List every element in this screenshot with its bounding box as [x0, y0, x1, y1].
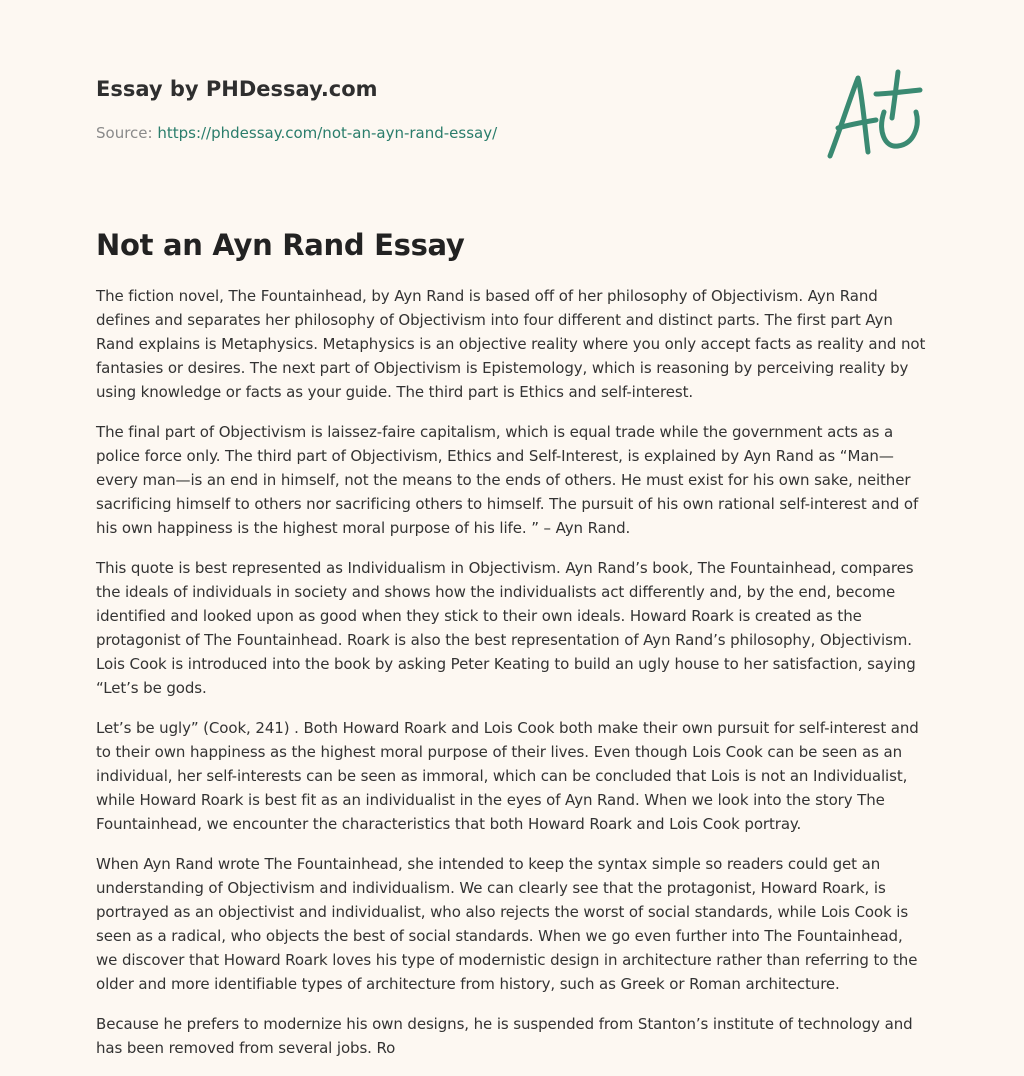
source-line [96, 122, 497, 144]
essay-paragraph: The fiction novel, The Fountainhead, by Ayn Rand is based off of her philosophy of Objectivism. Ayn Rand defines and separates her philosophy of Objectivism into four different and distinct parts. The first part Ayn Rand explains is Metaphysics. Metaphysics is an objective reality where you only accept facts as reality and not fantasies or desires. The next part of Objectivism is Epistemology, which is reasoning by perceiving reality by using knowledge or facts as your guide. The third part is Ethics and self-interest. [96, 287, 926, 401]
essay-paragraph: This quote is best represented as Individualism in Objectivism. Ayn Rand’s book, The Fountainhead, compares the ideals of individuals in society and shows how the individualists act differently and, by the end, become identified and looked upon as good when they stick to their own ideals. Howard Roark is created as the protagonist of The Fountainhead. Roark is also the best representation of Ayn Rand’s philosophy, Objectivism. Lois Cook is introduced into the book by asking Peter Keating to build an ugly house to her satisfaction, saying “Let’s be gods. [96, 559, 916, 697]
source-link[interactable]: https://phdessay.com/not-an-ayn-rand-essay/ [157, 124, 498, 142]
essay-paragraph: When Ayn Rand wrote The Fountainhead, she intended to keep the syntax simple so readers could get an understanding of Objectivism and individualism. We can clearly see that the protagonist, Howard Roark, is portrayed as an objectivist and individualist, who also rejects the worst of social standards, while Lois Cook is seen as a radical, who objects the best of social standards. When we go even further into The Fountainhead, we discover that Howard Roark loves his type of modernistic design in architecture rather than referring to the older and more identifiable types of architecture from history, such as Greek or Roman architecture. [96, 855, 918, 993]
essay-paragraph: The final part of Objectivism is laissez-faire capitalism, which is equal trade while the government acts as a police force only. The third part of Objectivism, Ethics and Self-Interest, is explained by Ayn Rand as “Man—every man—is an end in himself, not the means to the ends of others. He must exist for his own sake, neither sacrificing himself to others nor sacrificing others to himself. The pursuit of his own rational self-interest and of his own happiness is the highest moral purpose of his life. ” – Ayn Rand. [96, 423, 919, 537]
essay-title: Not an Ayn Rand Essay [96, 228, 465, 262]
source-label: Source: [96, 124, 158, 142]
essay-body [96, 284, 926, 1076]
essay-paragraph: Because he prefers to modernize his own designs, he is suspended from Stanton’s institute of technology and has been removed from several jobs. Ro [96, 1015, 913, 1057]
site-brand: Essay by PHDessay.com [96, 77, 378, 101]
essay-header [96, 72, 928, 192]
essay-paragraph: Let’s be ugly” (Cook, 241) . Both Howard Roark and Lois Cook both make their own pursuit for self-interest and to their own happiness as the highest moral purpose of their lives. Even though Lois Cook can be seen as an individual, her self-interests can be seen as immoral, which can be concluded that Lois is not an Individualist, while Howard Roark is best fit as an individualist in the eyes of Ayn Rand. When we look into the story The Fountainhead, we encounter the characteristics that both Howard Roark and Lois Cook portray. [96, 719, 919, 833]
a-plus-logo-icon [824, 68, 928, 164]
